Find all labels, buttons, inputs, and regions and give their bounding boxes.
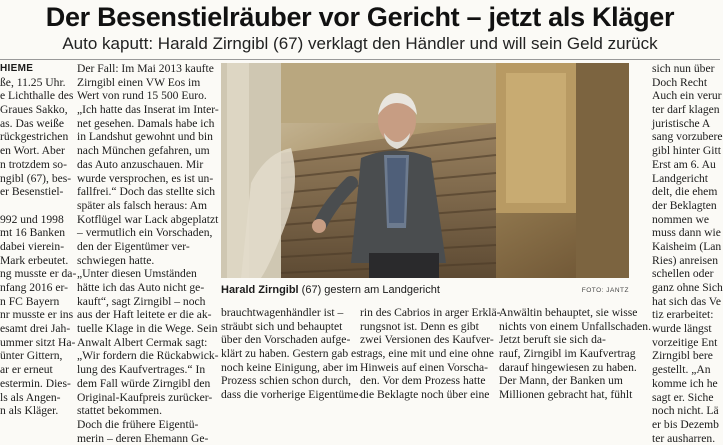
text-line: Millionen gebracht hat, fühlt: [499, 388, 633, 402]
article-photo: [221, 63, 629, 278]
text-line: Kotflügel war Lack abgeplatzt: [77, 212, 219, 226]
text-line: stattet bekommen.: [77, 404, 163, 418]
text-line: rungsnot ist. Denn es gibt: [360, 319, 479, 333]
caption-text: (67) gestern am Landgericht: [298, 284, 440, 296]
text-line: Zirngibl bere: [652, 349, 713, 363]
text-line: dem Fall würde Zirngibl den: [77, 376, 211, 390]
text-line: tiz erarbeitet:: [652, 308, 714, 322]
text-line: esamt drei Jah-: [0, 322, 71, 336]
text-line: „Ich hatte das Inserat im Inter-: [77, 103, 219, 117]
text-line: sagt er. Siche: [652, 390, 714, 404]
text-line: Wert von rund 15 500 Euro.: [77, 89, 207, 103]
article-column-1: [0, 62, 77, 418]
text-line: lung des Kaufvertrages.“ In: [77, 363, 206, 377]
text-line: [0, 199, 67, 213]
text-line: ter darf klagen: [652, 103, 720, 117]
text-line: Zirngibl einen VW Eos im: [77, 75, 201, 89]
text-line: den. Vor dem Prozess hatte: [360, 374, 486, 388]
article-column-6: [652, 62, 723, 445]
text-line: noch nicht. Lä: [652, 404, 719, 418]
photo-image: [221, 63, 629, 278]
text-line: Auch ein verur: [652, 89, 722, 103]
text-line: komme ich he: [652, 376, 718, 390]
text-line: muss dann wie: [652, 226, 721, 240]
text-line: sträubt sich und behauptet: [221, 319, 343, 333]
text-line: tuelle Klage in die Wege. Sein: [77, 322, 218, 336]
photo-caption: [221, 283, 629, 297]
text-line: dabei vierein-: [0, 239, 65, 253]
text-line: in Landshut gewohnt und bin: [77, 130, 213, 144]
caption-name: Harald Zirngibl: [221, 284, 299, 296]
text-line: Original-Kaufpreis zurücker-: [77, 390, 213, 404]
section-tag: HIEME: [0, 63, 34, 74]
text-line: ganz ohne Sich: [652, 281, 723, 294]
text-line: vorzeitige Ent: [652, 335, 718, 349]
text-line: juristische A: [652, 116, 711, 130]
text-line: Prozess schien schon durch,: [221, 374, 352, 388]
article-column-2: [77, 62, 219, 445]
text-line: schwiegen hatte.: [77, 253, 155, 267]
text-line: das Auto anzuschauen. Mir: [77, 157, 204, 171]
text-line: Kaisheim (Lan: [652, 239, 722, 253]
text-line: Doch Recht: [652, 75, 708, 89]
text-line: noch keine Einigung, aber im: [221, 360, 358, 374]
text-line: er Besenstiel-: [0, 185, 64, 199]
text-line: den der Eigentümer ver-: [77, 239, 190, 253]
text-line: ummer sitzt Ha-: [0, 335, 76, 349]
text-line: dass die vorherige Eigentüme-: [221, 388, 363, 402]
text-line: Mark erbeutet.: [0, 253, 69, 267]
text-line: darauf hingewiesen zu haben.: [499, 360, 637, 374]
text-line: nfang 2016 er-: [0, 281, 69, 294]
text-line: trags, eine mit und eine ohne: [360, 347, 494, 361]
text-line: gibl hinter Gitt: [652, 144, 721, 158]
article-column-4: [360, 306, 501, 402]
text-line: – vermutlich ein Vorschaden,: [77, 226, 213, 240]
text-line: as. Das weiße: [0, 116, 65, 130]
text-line: hat sich das Ve: [652, 294, 722, 308]
text-line: sich nun über: [652, 62, 715, 75]
text-line: 992 und 1998: [0, 212, 64, 226]
text-line: Landgericht: [652, 171, 709, 185]
text-line: kauft“, sagt Zirngibl – noch: [77, 294, 206, 308]
text-line: Ries) anreisen: [652, 253, 718, 267]
text-line: n trotzdem so-: [0, 157, 67, 171]
text-line: gestellt. „An: [652, 363, 711, 377]
text-line: rauf, Zirngibl im Kaufvertrag: [499, 347, 636, 361]
text-line: en Wort. Aber: [0, 144, 65, 158]
text-line: zwei Versionen des Kaufver-: [360, 333, 494, 347]
article-column-3: [221, 306, 363, 402]
text-line: Der Fall: Im Mai 2013 kaufte: [77, 62, 214, 75]
header-rule: [0, 59, 720, 60]
text-line: net gesehen. Damals habe ich: [77, 116, 215, 130]
text-line: Jetzt beruft sie sich da-: [499, 333, 606, 347]
text-line: ng musste er da-: [0, 267, 77, 281]
article-column-5: [499, 306, 651, 402]
text-line: der Beklagten: [652, 198, 717, 212]
text-line: rin des Cabrios in arger Erklä-: [360, 306, 501, 319]
subheadline: Auto kaputt: Harald Zirngibl (67) verklagt den Händler und will sein Geld zurück: [62, 34, 658, 53]
text-line: Erst am 6. Au: [652, 157, 716, 171]
text-line: ar er erneut: [0, 363, 53, 377]
text-line: Anwältin behauptet, sie wisse: [499, 306, 638, 319]
text-line: mt 16 Banken: [0, 226, 66, 240]
text-line: er bis Dezemb: [652, 417, 719, 431]
text-line: aus der Haft leitete er die ak-: [77, 308, 212, 322]
text-line: nr musste er ins: [0, 308, 74, 322]
headline: Der Besenstielräuber vor Gericht – jetzt als Kläger: [45, 2, 675, 32]
text-line: Anwalt Albert Cermak sagt:: [77, 335, 208, 349]
text-line: n als Kläger.: [0, 404, 59, 418]
text-line: fallfrei.“ Doch das stellte sich: [77, 185, 216, 199]
text-line: wurde längst: [652, 322, 712, 336]
text-line: klärt zu haben. Gestern gab es: [221, 347, 361, 361]
text-line: n FC Bayern: [0, 294, 60, 308]
text-line: merin – deren Ehemann Ge-: [77, 431, 209, 445]
text-line: ter ausharren.: [652, 431, 716, 445]
text-line: e Lichthalle des: [0, 89, 74, 103]
text-line: Doch die frühere Eigentü-: [77, 417, 199, 431]
text-line: wurde versprochen, es ist un-: [77, 171, 214, 185]
text-line: ünter Gittern,: [0, 349, 63, 363]
text-line: Der Mann, der Banken um: [499, 374, 623, 388]
text-line: Graues Sakko,: [0, 103, 68, 117]
text-line: „Wir fordern die Rückabwick-: [77, 349, 219, 363]
text-line: hätte ich das Auto nicht ge-: [77, 281, 205, 294]
text-line: sang vorzubere: [652, 130, 723, 144]
text-line: nommen we: [652, 212, 709, 226]
photo-credit: FOTO: JANTZ: [581, 287, 629, 294]
text-line: „Unter diesen Umständen: [77, 267, 197, 281]
text-line: estermin. Dies-: [0, 376, 71, 390]
text-line: delt, die ehem: [652, 185, 718, 199]
text-line: die Beklagte noch über eine: [360, 388, 490, 402]
text-line: ls als Angen-: [0, 390, 61, 404]
text-line: brauchtwagenhändler ist –: [221, 306, 344, 319]
text-line: ße, 11.25 Uhr.: [0, 75, 66, 89]
text-line: Hinweis auf einen Vorscha-: [360, 360, 489, 374]
text-line: schellen oder: [652, 267, 714, 281]
text-line: nichts von einem Unfallschaden.: [499, 319, 651, 333]
text-line: ngibl (67), bes-: [0, 171, 72, 185]
text-line: rückgestrichen: [0, 130, 69, 144]
text-line: später als falsch heraus: Am: [77, 198, 208, 212]
text-line: über den Vorschaden aufge-: [221, 333, 351, 347]
text-line: nach München gefahren, um: [77, 144, 210, 158]
